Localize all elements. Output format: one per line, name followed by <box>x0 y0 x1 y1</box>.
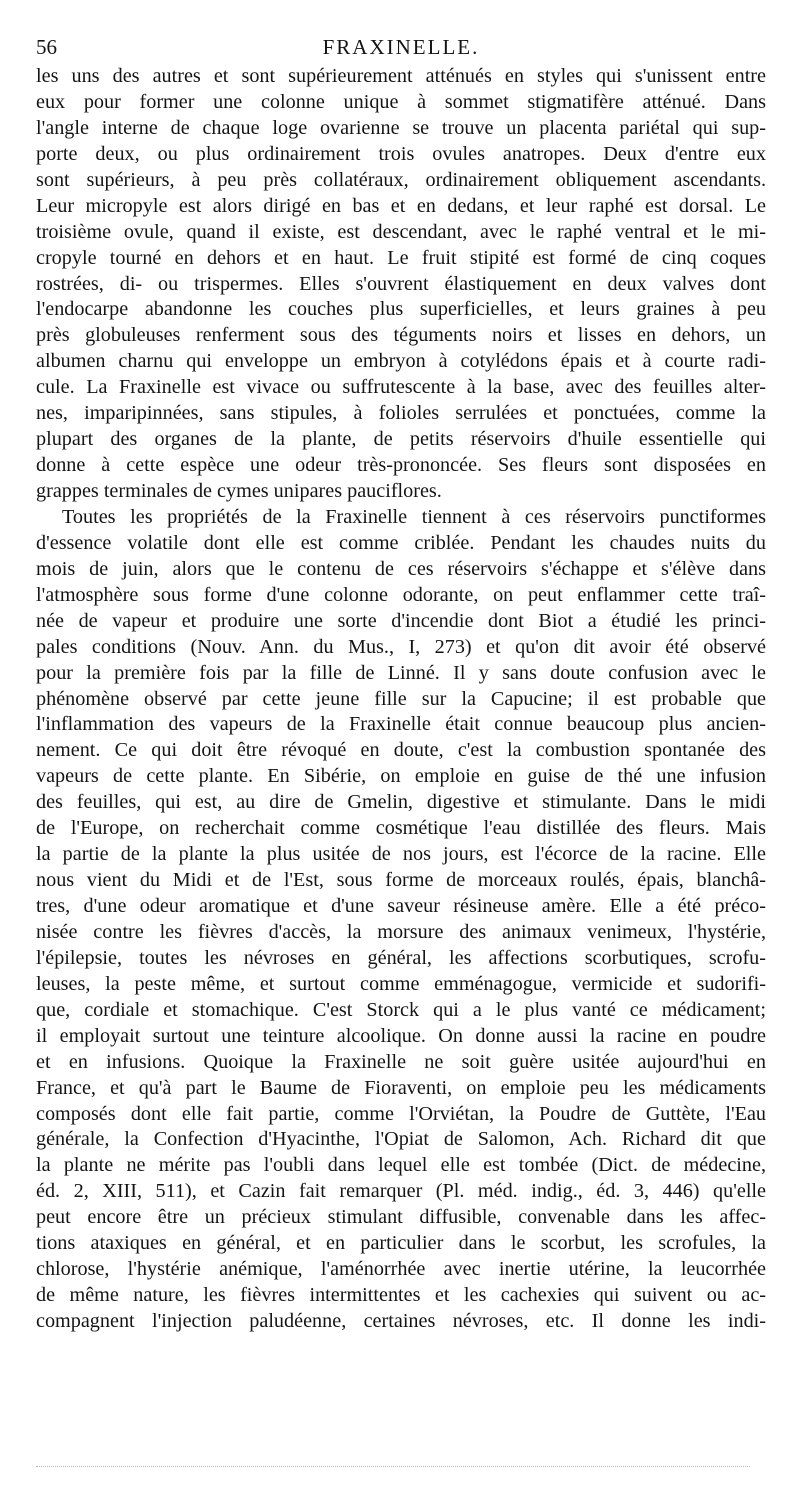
text-line: chlorose, l'hystérie anémique, l'aménorrhée avec inertie utérine, la leucorrhée <box>36 1258 766 1281</box>
text-line: albumen charnu qui enveloppe un embryon à cotylédons épais et à courte radi- <box>36 350 766 373</box>
text-line: d'essence volatile dont elle est comme criblée. Pendant les chaudes nuits du <box>36 531 766 554</box>
text-line: l'inflammation des vapeurs de la Fraxinelle était connue beaucoup plus ancien- <box>36 713 766 736</box>
text-line: des feuilles, qui est, au dire de Gmelin, digestive et stimulante. Dans le midi <box>36 791 766 814</box>
bottom-rule <box>36 1466 750 1467</box>
paragraph-continuation <box>36 64 766 505</box>
text-line: sont supérieurs, à peu près collatéraux, ordinairement obliquement ascendants. <box>36 168 766 191</box>
text-line: compagnent l'injection paludéenne, certaines névroses, etc. Il donne les indi- <box>36 1310 766 1332</box>
text-line: cule. La Fraxinelle est vivace ou suffrutescente à la base, avec des feuilles alter- <box>36 376 766 399</box>
text-line: grappes terminales de cymes unipares pauciflores. <box>36 480 442 502</box>
text-line: vapeurs de cette plante. En Sibérie, on emploie en guise de thé une infusion <box>36 765 766 788</box>
text-line: France, et qu'à part le Baume de Fioraventi, on emploie peu les médicaments <box>36 1076 766 1099</box>
text-line: nement. Ce qui doit être révoqué en doute, c'est la combustion spontanée des <box>36 739 766 762</box>
text-line: l'endocarpe abandonne les couches plus superficielles, et leurs graines à peu <box>36 298 766 321</box>
text-line: nisée contre les fièvres d'accès, la morsure des animaux venimeux, l'hystérie, <box>36 920 766 943</box>
page-number: 56 <box>36 35 57 59</box>
text-line: pales conditions (Nouv. Ann. du Mus., I, 273) et qu'on dit avoir été observé <box>36 635 766 658</box>
paragraph-fraxinelle-properties <box>36 505 766 1335</box>
page-header <box>36 28 766 60</box>
text-line: l'angle interne de chaque loge ovarienne se trouve un placenta pariétal qui sup- <box>36 116 766 139</box>
text-line: peut encore être un précieux stimulant diffusible, convenable dans les affec- <box>36 1206 766 1229</box>
text-line: née de vapeur et produire une sorte d'incendie dont Biot a étudié les princi- <box>36 609 766 632</box>
text-line: plupart des organes de la plante, de petits réservoirs d'huile essentielle qui <box>36 428 766 451</box>
text-line: eux pour former une colonne unique à sommet stigmatifère atténué. Dans <box>36 90 766 113</box>
text-line: Toutes les propriétés de la Fraxinelle tiennent à ces réservoirs punctiformes <box>62 505 766 528</box>
text-line: composés dont elle fait partie, comme l'Orviétan, la Poudre de Guttète, l'Eau <box>36 1102 766 1125</box>
text-line: générale, la Confection d'Hyacinthe, l'Opiat de Salomon, Ach. Richard dit que <box>36 1128 766 1151</box>
text-line: de l'Europe, on recherchait comme cosmétique l'eau distillée des fleurs. Mais <box>36 817 766 840</box>
text-line: la plante ne mérite pas l'oubli dans lequel elle est tombée (Dict. de médecine, <box>36 1154 766 1177</box>
text-line: nes, imparipinnées, sans stipules, à folioles serrulées et ponctuées, comme la <box>36 402 766 425</box>
text-line: les uns des autres et sont supérieurement atténués en styles qui s'unissent entre <box>36 65 766 87</box>
text-line: tres, d'une odeur aromatique et d'une saveur résineuse amère. Elle a été préco- <box>36 895 766 917</box>
body-text <box>36 64 766 1335</box>
text-line: mois de juin, alors que le contenu de ces réservoirs s'échappe et s'élève dans <box>36 557 766 580</box>
text-line: la partie de la plante la plus usitée de nos jours, est l'écorce de la racine. Elle <box>36 843 766 866</box>
text-line: cropyle tourné en dehors et en haut. Le fruit stipité est formé de cinq coques <box>36 246 766 269</box>
text-line: l'épilepsie, toutes les névroses en général, les affections scorbutiques, scrofu- <box>36 946 766 969</box>
text-line: l'atmosphère sous forme d'une colonne odorante, on peut enflammer cette traî- <box>36 583 766 606</box>
running-title: FRAXINELLE. <box>322 35 480 59</box>
text-line: éd. 2, XIII, 511), et Cazin fait remarquer (Pl. méd. indig., éd. 3, 446) qu'elle <box>36 1180 766 1203</box>
text-line: porte deux, ou plus ordinairement trois ovules anatropes. Deux d'entre eux <box>36 142 766 165</box>
text-line: leuses, la peste même, et surtout comme emménagogue, vermicide et sudorifi- <box>36 972 766 995</box>
text-line: pour la première fois par la fille de Linné. Il y sans doute confusion avec le <box>36 661 766 684</box>
text-line: nous vient du Midi et de l'Est, sous forme de morceaux roulés, épais, blanchâ- <box>36 869 766 892</box>
text-line: et en infusions. Quoique la Fraxinelle ne soit guère usitée aujourd'hui en <box>36 1050 766 1073</box>
text-line: il employait surtout une teinture alcoolique. On donne aussi la racine en poudre <box>36 1024 766 1047</box>
text-line: tions ataxiques en général, et en particulier dans le scorbut, les scrofules, la <box>36 1232 766 1255</box>
text-line: rostrées, di- ou trispermes. Elles s'ouvrent élastiquement en deux valves dont <box>36 272 766 295</box>
text-line: que, cordiale et stomachique. C'est Storck qui a le plus vanté ce médicament; <box>36 998 766 1021</box>
text-line: près globuleuses renferment sous des téguments noirs et lisses en dehors, un <box>36 324 766 347</box>
text-line: Leur micropyle est alors dirigé en bas et en dedans, et leur raphé est dorsal. Le <box>36 194 766 217</box>
text-line: de même nature, les fièvres intermittentes et les cachexies qui suivent ou ac- <box>36 1284 766 1307</box>
text-line: troisième ovule, quand il existe, est descendant, avec le raphé ventral et le mi- <box>36 220 766 243</box>
text-line: phénomène observé par cette jeune fille sur la Capucine; il est probable que <box>36 687 766 710</box>
text-line: donne à cette espèce une odeur très-prononcée. Ses fleurs sont disposées en <box>36 454 766 477</box>
